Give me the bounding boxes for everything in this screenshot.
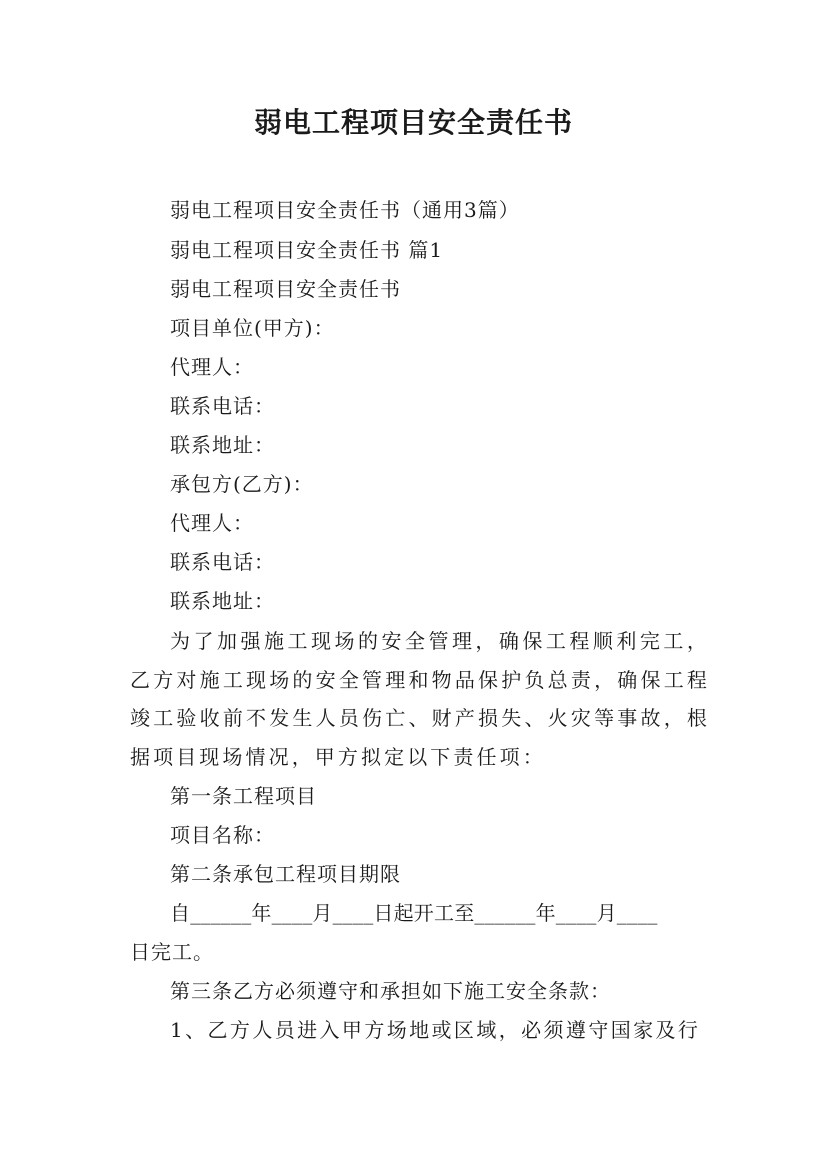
phone-label: 联系电话： (170, 550, 275, 574)
project-name-label: 项目名称： (170, 823, 275, 847)
period-line-end: 日完工。 (130, 940, 214, 964)
article-heading: 第二条承包工程项目期限 (170, 862, 401, 886)
party-b-label: 承包方(乙方)： (170, 472, 314, 496)
intro-paragraph: 为了加强施工现场的安全管理，确保工程顺利完工，乙方对施工现场的安全管理和物品保护负总责，确保工程竣工验收前不发生人员伤亡、财产损失、火灾等事故，根据项目现场情况，甲方拟定以下责任项： (130, 629, 710, 769)
subtitle-line: 弱电工程项目安全责任书（通用3篇） (170, 198, 520, 222)
address-label: 联系地址： (170, 589, 275, 613)
party-a-label: 项目单位(甲方)： (170, 316, 335, 340)
clause-line: 1、乙方人员进入甲方场地或区域，必须遵守国家及行 (170, 1018, 701, 1042)
address-label: 联系地址： (170, 433, 275, 457)
text-line: 弱电工程项目安全责任书 (170, 277, 401, 301)
period-line: 自______年____月____日起开工至______年____月____ (170, 901, 658, 925)
section-heading: 弱电工程项目安全责任书 篇1 (170, 238, 444, 262)
document-title: 弱电工程项目安全责任书 (253, 106, 573, 139)
agent-label: 代理人： (170, 355, 254, 379)
agent-label: 代理人： (170, 511, 254, 535)
article-heading: 第一条工程项目 (170, 784, 317, 808)
phone-label: 联系电话： (170, 394, 275, 418)
article-heading: 第三条乙方必须遵守和承担如下施工安全条款： (170, 979, 611, 1003)
